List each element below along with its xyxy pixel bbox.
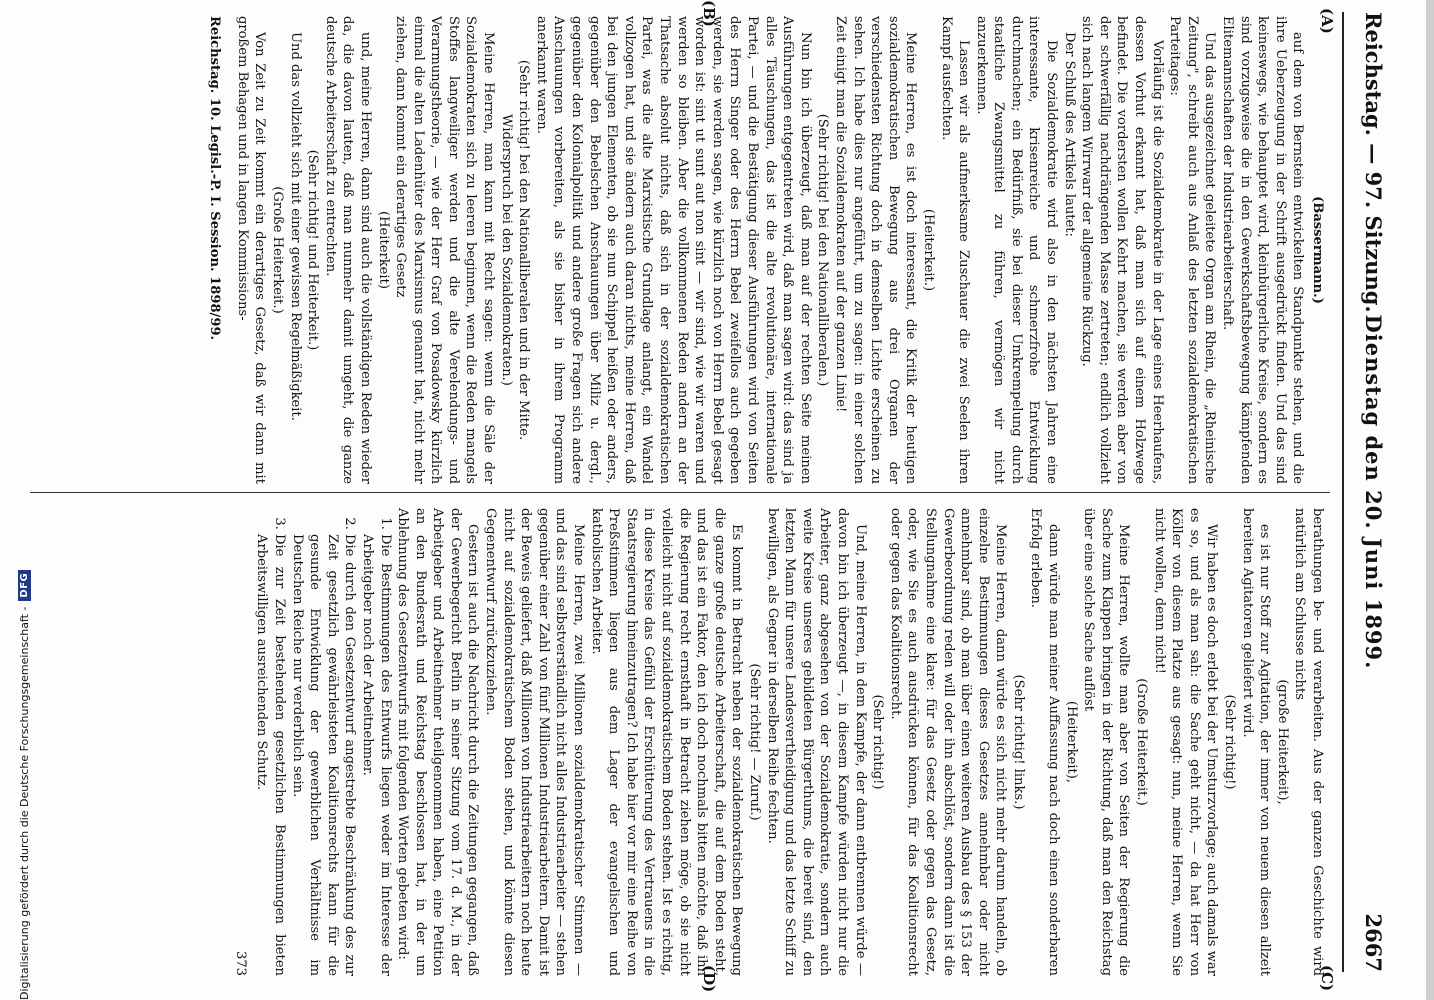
interjection: (Sehr richtig! links.) [1010,674,1026,810]
paragraph: Der Schluß des Artikels lautet: [1061,32,1077,237]
petition-list [253,508,394,976]
margin-marker-c: (C) [1318,965,1336,992]
margin-marker-a: (A) [1318,8,1336,34]
paragraph: auf dem von Bernstein entwickelten Standpunkte stehen, und die ihre Ueberzeugung in der Schrift ausgedrückt finden. Und das sind keineswegs, wie behauptet wird, kleinbürgerliche Kreise, sondern es sind vorzugsweise die in den Gewerkschaftsbewegung kämpfenden Elitemannschaften der Industriearbeiterschaft. [1220,16,1306,484]
quotation: Lassen wir als aufmerksame Zuschauer die zwei Seelen ihren Kampf ausfechten. [938,16,972,484]
paragraph: Meine Herren, dann würde es sich nicht mehr darum handeln, ob einzelne Bestimmungen dieses Gesetzes annehmbar oder nicht annehmbar sind, ob man über einen weiteren Ausbau des § 153 der Gewerbeordnung reden will oder ihn abschlöst, sondern dann ist die Stellungnahme eine klare: für das Gesetz oder gegen das Gesetz, oder, wie Sie es auch ausdrücken können, für das Koalitionsrecht oder gegen das Koalitionsrecht. [887,508,1009,976]
header-left: Reichstag. — 97. Sitzung. [1361,12,1386,313]
interjection: (Heiterkeit), [1063,700,1079,784]
interjection: (Große Heiterkeit.) [269,186,285,314]
margin-marker-d: (D) [700,965,718,993]
paragraph: Es kommt in Betracht neben der sozialdemokratischen Bewegung die ganze große deutsche Arbeiterschaft, die auf dem Boden steht, und das ist ein Faktor, den ich doch nochmals bitten möchte, daß ihn die Regierung recht ernsthaft in Betracht ziehen möge, ob sie nicht vielleicht nicht auf sozialdemokratischem Boden stehen. Ist es richtig, in diese Kreise das Gefühl der Erschütterung des Vertrauens in die Staatsregierung hineinzutragen? Ich habe hier vor mir eine Reihe von Preßstimmen liegen aus dem Lager der evangelischen und katholischen Arbeiter. [588,508,745,976]
interjection: (Sehr richtig! — Zuruf.) [747,663,762,821]
interjection: (Heiterkeit.) [920,208,936,292]
dfg-logo: DFG [18,570,31,601]
header-rule [1342,12,1344,972]
column-divider [30,492,1330,493]
left-column [206,16,1326,484]
paragraph: Und, meine Herren, in dem Kampfe, der dann entbrennen würde — davon bin ich überzeugt —, in diesem Kampfe würden nicht nur die Arbeiter, ganz abgesehen von der Sozialdemokratie, sondern auch weite Kreise unseres gebildeten Bürgerthums, die bereit sind, den letzten Mann für unsere Landesvertheidigung und das letzte Schiff zu bewilligen, als Gegner in derselben Reihe fechten. [764,508,868,976]
margin-marker-b: (B) [700,0,718,27]
paragraph: Meine Herren, man kann mit Recht sagen: wenn die Säle der Sozialdemokraten sich zu leeren beginnen, wenn die Reden mangels Stoffes langweiliger werden und die alte Verelendungs- und Verarmungstheorie, — wie der Herr Graf von Posadowsky kürzlich einmal die alten Ladenhüter des Marxismus genannt hat, nicht mehr ziehen, dann kommt ein derartiges Gesetz [393,16,497,484]
paragraph: Nun bin ich überzeugt, daß man auf der rechten Seite meinen Ausführungen entgegentreten wird, daß man sagen wird: das sind ja alles Täuschungen, das ist die alte revolutionäre, internationale Partei, — und die Bestätigung dieser Ausführungen wird von Seiten des Herrn Singer oder des Herrn Bebel zweifellos auch gegeben werden, sie werden sagen, wie kürzlich noch von Herrn Bebel gesagt worden ist: sint ut sunt aut non sint — wir sind, wie wir waren und werden so bleiben. Aber die vollkommenen Reden andern an der Thatsache absolut nichts, daß sich in der sozialdemokratischen Partei, was die alte Marxistische Grundlage anlangt, ein Wandel vollzogen hat, und sie ändern auch daran nichts, meine Herren, daß bei den jungen Elementen, ob sie nun Schippel heißen oder anders, gegenüber den Bebelschen Anschauungen über Miliz u. dergl., gegenüber den Kolonialpolitik und andere große Fragen sich andere Anschauungen vorbereiten, als sie bisher in ihrem Programm anerkannt waren. [533,16,813,484]
scan-edge [1426,0,1434,1000]
paragraph: Gestern ist auch die Nachricht durch die Zeitungen gegangen, daß der Gewerbegericht Berlin in seiner Sitzung vom 17. d. M., in der Arbeitgeber und Arbeitnehmer theilgenommen haben, eine Petition an den Bundesrath und Reichstag beschlossen hat, in der um Ablehnung des Gesetzentwurfs mit folgenden Worten gebeten wird: [395,508,481,976]
paragraph: Von Zeit zu Zeit kommt ein derartiges Gesetz, daß wir dann mit großem Behagen und in langen Kommissions- [234,16,268,484]
interjection: (Große Heiterkeit.) [1134,678,1150,806]
right-column [231,508,1326,976]
page-footer-number: 373 [232,951,248,976]
paragraph: es ist nur Stoff zur Agitation, der immer von neuem diesen allzeit bereiten Agitatoren geliefert wird. [1239,508,1273,976]
interjection: (Sehr richtig! und Heiterkeit.) [305,149,321,351]
header-date: Dienstag den 20. Juni 1899. [1361,314,1386,670]
interjection: (Sehr richtig!) [870,694,886,790]
digitization-credit-text: Digitalisierung gefördert durch die Deutsche Forschungsgemeinschaft - [18,606,31,1000]
paragraph: Meine Herren, zwei Millionen sozialdemokratischer Stimmen — und das sind selbstverständlich nicht alles Industriearbeiter — stehen gegenüber einer Zahl von fünf Millionen Industriearbeitern. Damit ist der Beweis geliefert, daß Millionen von Industriearbeitern noch heute nicht auf sozialdemokratischem Boden stehen, und könnte diesen Gegenentwurf zurückzuziehen. [483,508,587,976]
speaker-name: (Bassermann.) [1310,196,1325,304]
quotation: Die Sozialdemokratie wird also in den nächsten Jahren eine interessante, krisenreiche und schmerzfrohe Entwicklung durchmachen; ein Bedürfniß, sie bei dieser Umkrempelung durch staatliche Zwangsmittel zu führen, vermögen wir nicht anzuerkennen. [973,16,1060,484]
paragraph: Und das vollzieht sich mit einer gewissen Regelmäßigkeit. [287,32,303,421]
paragraph: Meine Herren, wollte man aber von Seiten der Regierung die Sache zum Klappen bringen in der Richtung, daß man den Reichstag über eine solche Sache auflöst [1081,508,1132,976]
paragraph: Meine Herren, es ist doch interessant, die Kritik der heutigen sozialdemokratischen Bewegung aus drei Organen der verschiedensten Richtung doch in demselben Lichte erscheinen zu sehen. Ich habe dies nur angeführt, um zu sagen: in einer solchen Zeit einigt man die Sozialdemokraten auf der ganzen Linie! [832,16,919,484]
paragraph: und, meine Herren, dann sind auch die vollständigen Reden wieder da, die davon lauten, daß man nunmehr damit umgeht, die ganze deutsche Arbeiterschaft zu entrechten. [322,16,373,484]
interjection: (Sehr richtig! bei den Nationalliberalen.) [815,113,831,387]
interjection: (Sehr richtig!) [1222,694,1238,790]
header-page-number: 2667 [1361,913,1386,972]
list-item: 3. Die zur Zeit bestehenden gesetzlichen Bestimmungen bieten Arbeitswilligen ausreichenden Schutz. [253,534,288,976]
interjection: (große Heiterkeit), [1274,679,1290,805]
interjection: (Sehr richtig! bei den Nationalliberalen und in der Mitte. Widerspruch bei den Sozialdemokraten.) [498,59,532,441]
footer-session-info: Reichstag. 10. Legisl.-P. I. Session. 1898/99. [207,16,223,341]
paragraph: dann würde man meiner Auffassung nach doch einen sonderbaren Erfolg erleben. [1028,508,1062,976]
paragraph: berathungen be- und verarbeiten. Aus der ganzen Geschichte wird natürlich am Schlusse nichts [1292,508,1325,976]
list-item: 1. Die Bestimmungen des Entwurfs liegen weder im Interesse der Arbeitgeber noch der Arbeitnehmer. [358,534,393,976]
list-item: 2. Die durch den Gesetzentwurf angestrebte Beschränkung des zur Zeit gesetzlich gewährleisteten Koalitionsrechts kann für die gesunde Entwicklung der gewerblichen Verhältnisse im Deutschen Reiche nur verderblich sein. [288,534,358,976]
page-footer-left [206,16,224,484]
paragraph: Wir haben es doch erlebt bei der Umsturzvorlage; auch damals war es so, und als man sah: die Sache geht nicht, — da hat Herr von Köller von diesem Platze aus gesagt: nun, meine Herren, wenn Sie nicht wollen, denn nicht! [1151,508,1220,976]
quotation: Vorläufig ist die Sozialdemokratie in der Lage eines Heerhaufens, dessen Vorhut erkannt hat, daß man sich auf einem Holzwege befindet. Die vordersten wollen Kehrt machen, sie werden aber von der schwerfällig nachdrängenden Masse zertreten; endlich vollzieht sich nach langem Wirrwarr der allgemeine Rückzug. [1079,16,1165,484]
interjection: (Heiterkeit) [375,211,391,289]
paragraph: Und das ausgezeichnet geleitete Organ am Rhein, die „Rheinische Zeitung", schreibt auch aus Anlaß des letzten sozialdemokratischen Parteitages: [1167,16,1218,484]
page-header [1346,12,1386,972]
digitization-credit [18,570,31,1000]
